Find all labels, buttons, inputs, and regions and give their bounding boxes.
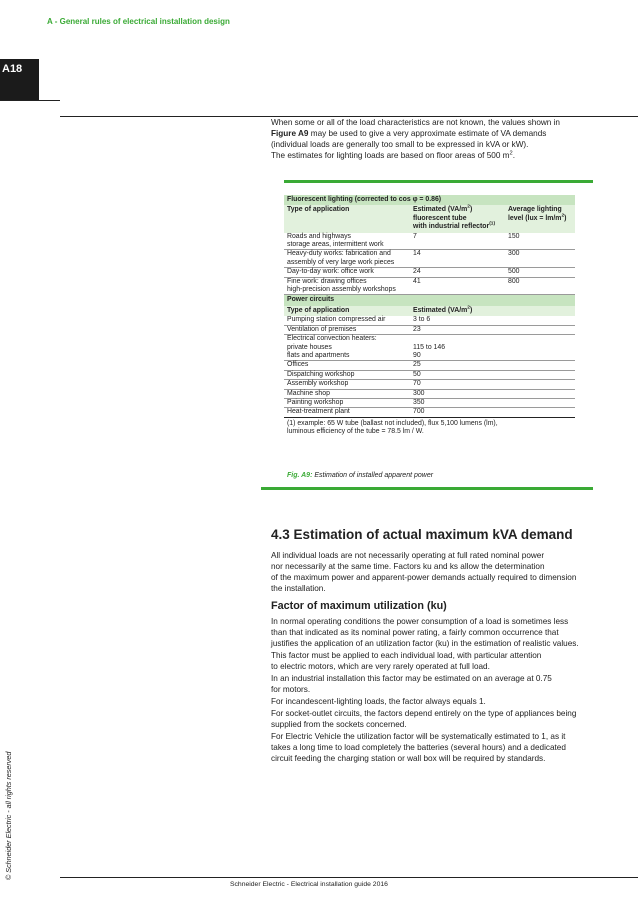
intro-line: (individual loads are generally too small to be expressed in kVA or kW). — [271, 140, 529, 149]
figure-bottom-rule — [261, 487, 593, 490]
intro-line — [271, 150, 601, 161]
table-row — [284, 250, 575, 268]
table-cell: Heat-treatment plant — [284, 408, 410, 417]
table-cell: Fine work: drawing offices high-precision assembly workshops — [284, 277, 410, 295]
intro-paragraph — [271, 117, 601, 161]
table-cell: 700 — [410, 408, 575, 417]
table-cell: Roads and highways storage areas, intermittent work — [284, 233, 410, 250]
column-header: Average lighting level $(lux = lm/m^2)$ — [505, 205, 575, 232]
subsection-title: Factor of maximum utilization (ku) — [271, 600, 447, 612]
paragraph: For incandescent-lighting loads, the factor always equals 1. — [271, 697, 486, 706]
figure-reference: Figure A9 — [271, 129, 309, 138]
intro-text: . — [512, 151, 515, 160]
running-header: A - General rules of electrical installation design — [47, 17, 230, 26]
intro-line: When some or all of the load characteristics are not known, the values shown in — [271, 118, 560, 127]
paragraph: For socket-outlet circuits, the factors depend entirely on the type of appliances being supplied from the sockets concerned. — [271, 709, 577, 729]
table-row — [284, 268, 575, 277]
table-row — [284, 316, 575, 325]
table-cell: 14 — [410, 250, 505, 268]
table-cell: 500 — [505, 268, 575, 277]
table-footnote — [284, 420, 575, 437]
table-cell: 23 — [410, 325, 575, 334]
figure-caption — [287, 472, 433, 479]
intro-line — [271, 128, 601, 139]
footnote-line: luminous efficiency of the tube = 78.5 lm / W. — [287, 428, 424, 436]
table-cell: 24 — [410, 268, 505, 277]
paragraph: For Electric Vehicle the utilization factor will be systematically estimated to 1, as it takes a long time to load completely the batteries (several hours) and a dedicated circuit feeding the charging station or wall box will be required by standards. — [271, 732, 566, 763]
section-row — [284, 195, 575, 205]
figure-table — [284, 195, 575, 437]
intro-text: The estimates for lighting loads are based on floor areas of 500 m — [271, 151, 510, 160]
table-row — [284, 335, 575, 361]
table-row — [284, 408, 575, 417]
section-title: 4.3 Estimation of actual maximum kVA demand — [271, 527, 573, 542]
table-cell: 41 — [410, 277, 505, 295]
table-cell: Pumping station compressed air — [284, 316, 410, 325]
table-cell: 115 to 146 90 — [410, 335, 575, 361]
table-cell: 3 to 6 — [410, 316, 575, 325]
page-number-tab — [0, 59, 39, 100]
figure-label: Fig. A9: — [287, 472, 313, 479]
table-cell: 800 — [505, 277, 575, 295]
superscript: 2 — [509, 150, 513, 157]
paragraph: This factor must be applied to each individual load, with particular attention to electric motors, which are very rarely operated at full load. — [271, 651, 542, 671]
figure-top-rule — [284, 180, 593, 183]
column-header: Estimated $(VA/m^2)$ — [410, 306, 575, 316]
footnote-line: (1) example: 65 W tube (ballast not included), flux 5,100 lumens (lm), — [287, 419, 498, 427]
section-label: Fluorescent lighting (corrected to cos φ = 0.86) — [284, 195, 575, 205]
table-row — [284, 380, 575, 389]
column-header: Type of application — [284, 205, 410, 232]
table-row — [284, 233, 575, 250]
table-row — [284, 325, 575, 334]
table-cell: 150 — [505, 233, 575, 250]
va-estimate-table — [284, 195, 575, 418]
table-cell: Assembly workshop — [284, 380, 410, 389]
page-footer: Schneider Electric - Electrical installation guide 2016 — [230, 881, 388, 888]
table-cell: Ventilation of premises — [284, 325, 410, 334]
header-row — [284, 306, 575, 316]
header-row — [284, 205, 575, 232]
table-cell: 350 — [410, 398, 575, 407]
figure-caption-text: Estimation of installed apparent power — [314, 472, 434, 479]
table-row — [284, 370, 575, 379]
column-header: Type of application — [284, 306, 410, 316]
paragraph: In normal operating conditions the power consumption of a load is sometimes less than that indicated as its nominal power rating, a fairly common occurrence that justifies the application of an utilization factor (ku) in the estimation of realistic values. — [271, 617, 579, 648]
table-cell: 300 — [505, 250, 575, 268]
paragraph: All individual loads are not necessarily operating at full rated nominal power nor necessarily at the same time. Factors ku and ks allow the determination of the maximum power and apparent-power demands actually required to dimension the installation. — [271, 551, 577, 593]
table-cell: Electrical convection heaters: private houses flats and apartments — [284, 335, 410, 361]
page-number: A18 — [2, 63, 23, 75]
table-row — [284, 277, 575, 295]
table-cell: Day-to-day work: office work — [284, 268, 410, 277]
column-header: Estimated $(VA/m^2)$ fluorescent tube with industrial reflector$^{(1)}$ — [410, 205, 505, 232]
table-row — [284, 389, 575, 398]
intro-text: may be used to give a very approximate estimate of VA demands — [310, 129, 547, 138]
table-cell: Heavy-duty works: fabrication and assembly of very large work pieces — [284, 250, 410, 268]
table-cell: Dispatching workshop — [284, 370, 410, 379]
table-cell: Painting workshop — [284, 398, 410, 407]
paragraph: In an industrial installation this factor may be estimated on an average at 0.75 for motors. — [271, 674, 552, 694]
table-cell: 25 — [410, 361, 575, 370]
table-cell: Machine shop — [284, 389, 410, 398]
table-row — [284, 398, 575, 407]
divider — [0, 100, 60, 101]
table-cell: Offices — [284, 361, 410, 370]
table-cell: 7 — [410, 233, 505, 250]
copyright-notice: © Schneider Electric - all rights reserved — [4, 751, 13, 880]
table-cell: 70 — [410, 380, 575, 389]
table-cell: 300 — [410, 389, 575, 398]
section-4-3 — [271, 527, 601, 765]
table-row — [284, 361, 575, 370]
section-label: Power circuits — [284, 295, 575, 306]
section-row — [284, 295, 575, 306]
table-cell: 50 — [410, 370, 575, 379]
divider — [60, 877, 638, 878]
